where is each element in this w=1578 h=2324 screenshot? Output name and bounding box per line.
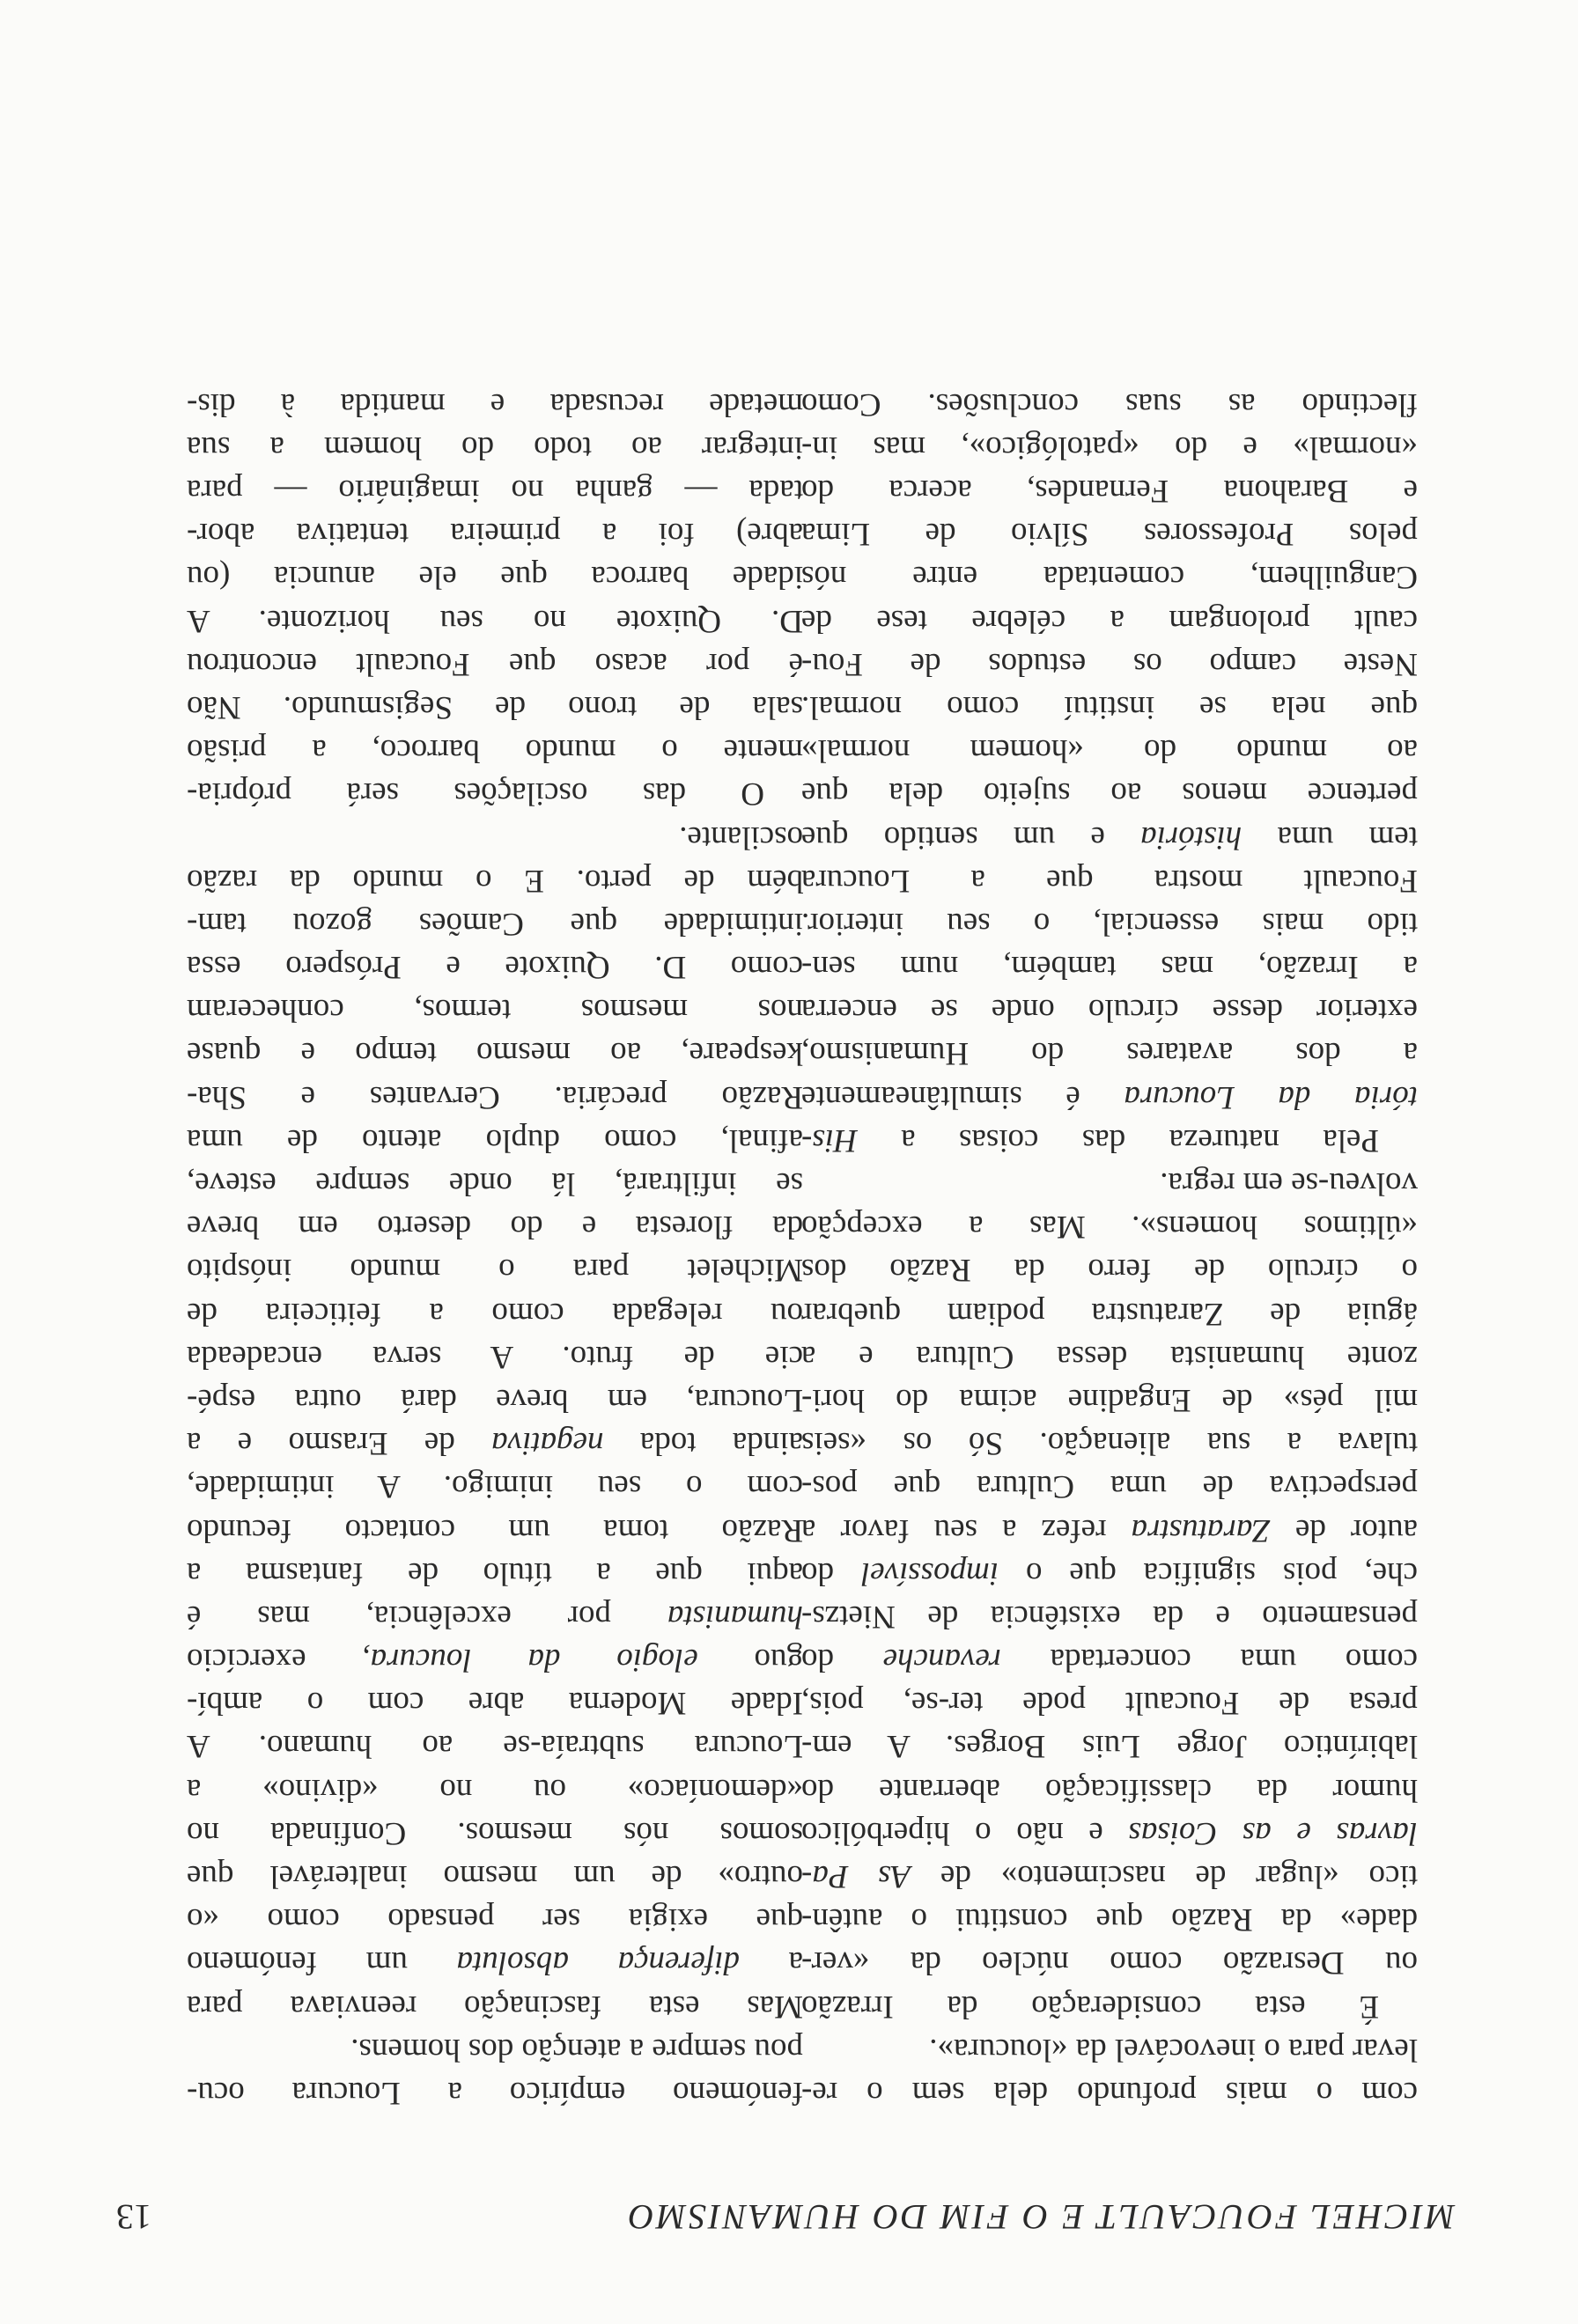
text-line: tulava a sua alienação. Só os «seis [801,1425,1418,1462]
text-line: Razão toma um contacto fecundo [187,1511,803,1548]
text-line: e Barahona Fernandes, acerca do [801,473,1418,510]
text-column-left [801,383,1418,2115]
text-line: que nela se instituí como normal. [801,689,1418,725]
text-line: tem uma história e um sentido que [800,819,1418,856]
text-line: guo elogio da loucura, exercício [187,1642,803,1679]
text-line: somos nós mesmos. Confinada no [187,1814,803,1851]
text-line: Canguilhem, comentada entre nós [801,559,1418,596]
text-line: Idade Moderna abre com o ambí- [187,1685,803,1722]
text-line: «normal» e do «patológico», mas in- [801,429,1418,466]
text-line: zonte humanista dessa Cultura e a [801,1338,1418,1375]
text-line: dade» da Razão que constitui o autên- [801,1901,1418,1938]
text-line: o círculo de ferro da Razão dos [801,1252,1418,1289]
text-line: Loucura, em breve dará outra espé- [187,1382,803,1418]
text-line: fenómeno empírico a Loucura ocu- [187,2075,803,2111]
text-column-right [187,383,803,2115]
running-title: MICHEL FOUCAULT E O FIM DO HUMANISMO [625,2197,1455,2237]
text-line: presa de Foucault pode ter-se, pois, [801,1685,1418,1722]
text-line: com o seu inimigo. A intimidade, [187,1468,803,1505]
text-line: «demoníaco» ou no «divino» a [187,1771,803,1808]
text-line: Michelet para o mundo inóspito [187,1252,803,1289]
text-line: se infiltrará, lá onde sempre esteve, [187,1166,803,1202]
text-line: abre) foi a primeira tentativa abor- [187,516,803,553]
text-line: ou relegada como a feiticeira de [187,1295,803,1332]
text-line: mil pés» de Engadine acima do hori- [801,1382,1418,1418]
text-line: levar para o inevocável da «loucura». [929,2031,1418,2068]
text-line: flectindo as suas conclusões. Como [801,386,1418,423]
text-line: nos mesmos termos, conheceram [187,992,803,1029]
text-line: afinal, como duplo atento de uma [187,1122,803,1158]
text-line: É esta consideração da Irrazão [801,1988,1379,2025]
running-header [116,2185,1455,2238]
text-line: labiríntico Jorge Luis Borges. A em- [801,1728,1418,1765]
text-line: Razão precária. Cervantes e Sha- [187,1078,803,1115]
text-line: é por acaso que Foucault encontrou [187,645,803,682]
text-line: lavras e as Coisas e não o hiperbólico [800,1814,1418,1851]
text-line: que exigia ser pensado como «o [187,1901,803,1938]
text-line: intimidade que Camões gozou tam- [187,905,803,942]
text-line: a Irrazão, mas também, num sen- [801,949,1418,986]
text-line: humor da classificação aberrante do [801,1771,1418,1808]
text-line: exterior desse círculo onde se encerra [801,992,1418,1029]
text-line: sala de trono de Segismundo. Não [187,689,803,725]
text-line: tada — ganha no imaginário — para [187,473,803,510]
text-line: Neste campo os estudos de Fou- [801,645,1418,682]
text-line: tico «lugar de nascimento» de As Pa- [801,1858,1418,1895]
text-line: perspectiva de uma Cultura que pos- [801,1468,1418,1505]
text-line: águia de Zaratustra podiam quebrar [801,1295,1418,1332]
text-line: tido mais essencial, o seu interior. [801,905,1418,942]
text-line: ainda toda negativa de Erasmo e a [187,1425,803,1462]
text-line: bém de perto. E o mundo da razão [187,862,803,899]
text-line: tória da Loucura é simultâneamente [801,1078,1418,1115]
text-line: pou sempre a atenção dos homens. [350,2031,803,2068]
text-line: cie de fruto. A serva encadeada [187,1338,803,1375]
text-line: mente o mundo barroco, a prisão [187,732,803,769]
text-line: humanista por excelência, mas é [187,1598,803,1635]
text-line: como uma concertada revanche do [801,1642,1418,1679]
text-line: Loucura subtraía-se ao humano. A [187,1728,803,1765]
text-line: da floresta e do deserto em breve [187,1209,803,1246]
text-line: volveu-se em regra. [1160,1166,1418,1202]
text-line: D. Quixote no seu horizonte. A [187,602,803,639]
text-line: Mas esta fascinação reenviava para [187,1988,803,2025]
text-line: ou Desrazão como núcleo da «ver- [801,1945,1418,1982]
text-line: como D. Quixote e Próspero essa [187,949,803,986]
text-line: ao mundo do «homem normal» [801,732,1418,769]
text-line: a dos avatares do Humanismo, [801,1035,1418,1072]
text-line: aqui que a título de fantasma a [187,1555,803,1592]
text-line: kespeare, ao mesmo tempo e quase [187,1035,803,1072]
text-line: pertence menos ao sujeito dela que [801,776,1418,813]
text-line: pensamento e da existência de Nietzs- [801,1598,1418,1635]
text-line: che, pois significa que o impossível do [800,1555,1418,1592]
text-line: idade barroca que ele anuncia (ou [187,559,803,596]
text-line: cault prolongam a célebre tese de [801,602,1418,639]
text-line: «últimos homens». Mas a excepção [801,1209,1418,1246]
text-line: oscilante. [679,819,803,856]
text-line: O das oscilações será própria- [187,776,764,813]
text-line: pelos Professores Sílvio de Lima [801,516,1418,553]
text-line: autor de Zaratustra refez a seu favor a [801,1511,1418,1548]
text-line: metade recusada e mantida à dis- [187,386,803,423]
text-line: outro» de um mesmo inalterável que [187,1858,803,1895]
text-line: Foucault mostra que a Loucura [801,862,1418,899]
text-line: integrar ao todo do homem a sua [187,429,803,466]
page-number: 13 [116,2197,151,2237]
text-line: Pela natureza das coisas a His- [801,1122,1379,1158]
text-line: com o mais profundo dela sem o re- [801,2075,1418,2111]
text-line: a diferença absoluta um fenómeno [187,1945,803,1982]
